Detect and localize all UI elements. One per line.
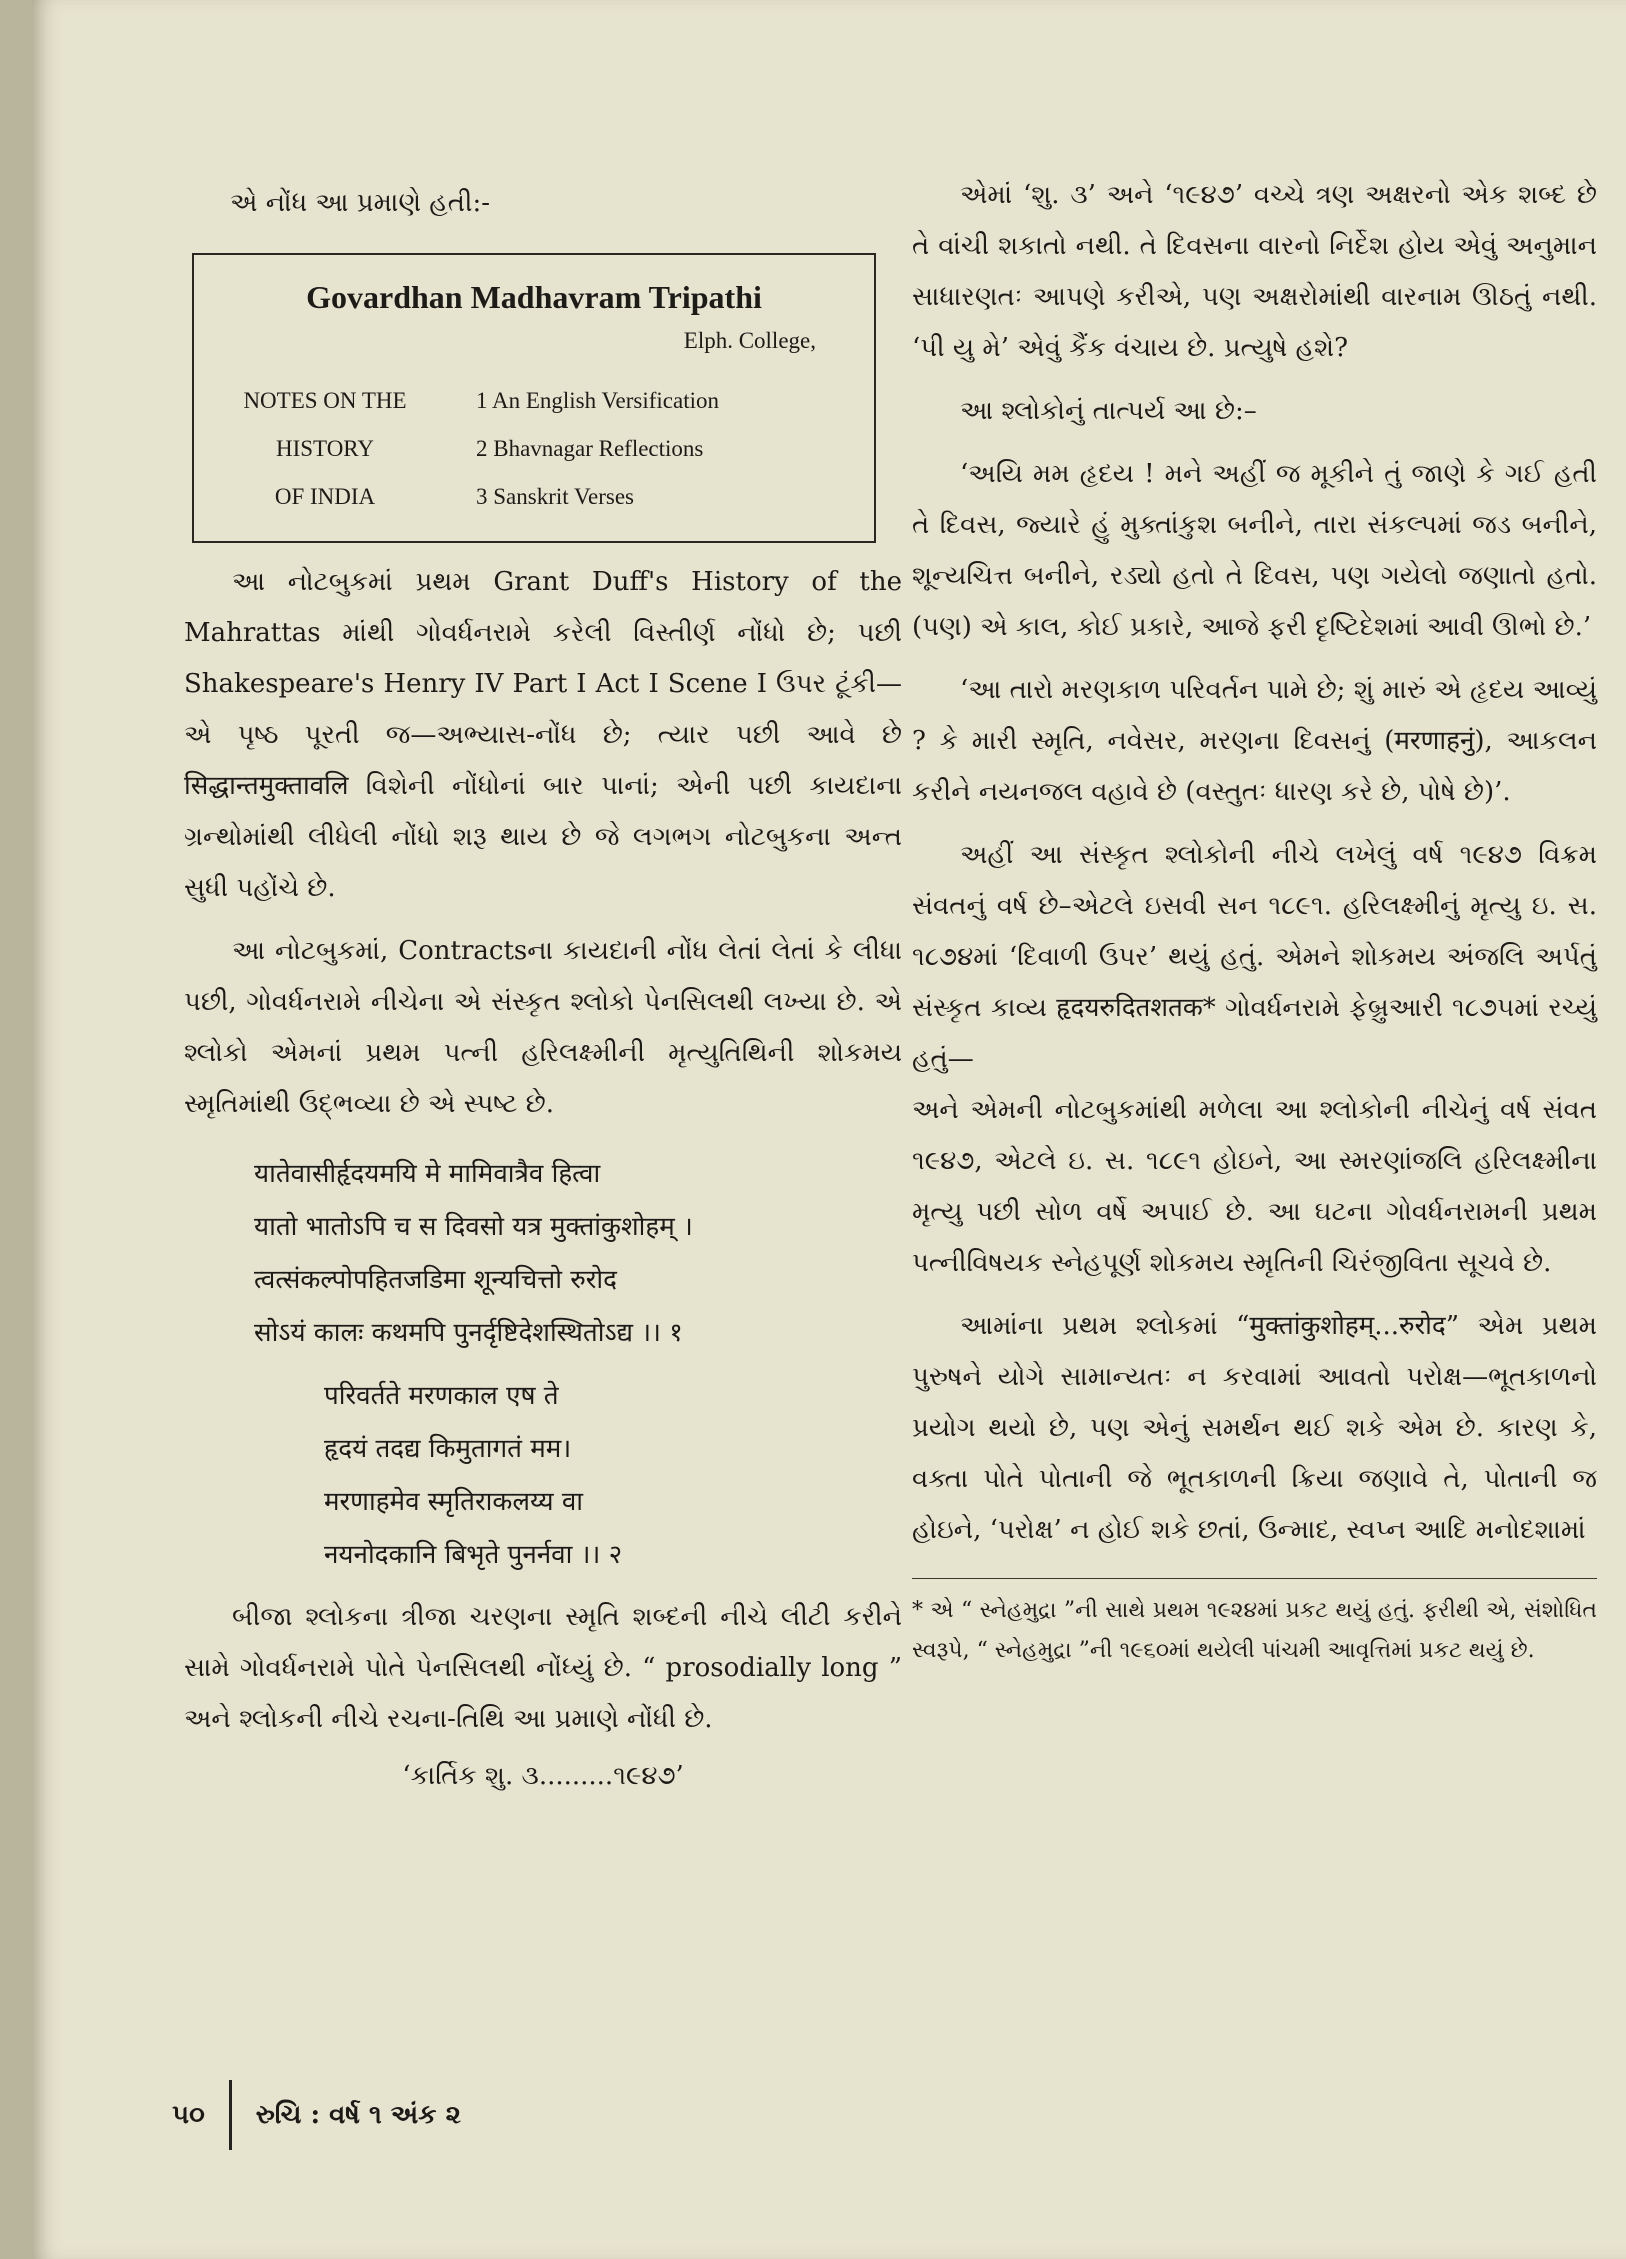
paragraph: આ નોટબુકમાં, Contractsના કાયદાની નોંધ લેતાં લેતાં કે લીધા પછી, ગોવર્ધનરામે નીચેના એ સંસ્કૃત શ્લોકો પેનસિલથી લખ્યા છે. એ શ્લોકો એમનાં પ્રથમ પત્ની હરિલક્ષ્મીની મૃત્યુતિથિની શોકમય સ્મૃતિમાંથી ઉદ્ભવ્યા છે એ સ્પષ્ટ છે.	[184, 936, 902, 1119]
notebook-item: 3 Sanskrit Verses	[476, 484, 635, 509]
sanskrit-verse-2	[324, 1370, 902, 1582]
notebook-item: 2 Bhavnagar Reflections	[476, 436, 704, 461]
footer-divider	[229, 2080, 232, 2150]
page-footer	[172, 2080, 461, 2150]
notebook-items	[456, 377, 874, 521]
paragraph: આમાંના પ્રથમ શ્લોકમાં “मुक्तांकुशोहम्...रुरोद” એમ પ્રથમ પુરુષને યોગે સામાન્યતઃ ન કરવામાં આવતો પરોક્ષ—ભૂતકાળનો પ્રયોગ થયો છે, પણ એનું સમર્થન થઈ શકે એમ છે. કારણ કે, વક્તા પોતે પોતાની જે ભૂતકાળની ક્રિયા જણાવે તે, પોતાની જ હોઇને, ‘પરોક્ષ’ ન હોઈ શકે છતાં, ઉન્માદ, સ્વપ્ન આદિ મનોદશામાં	[912, 1311, 1597, 1545]
intro-line: એ નોંધ આ પ્રમાણે હતી:-	[230, 188, 491, 218]
journal-issue: રુચિ : વર્ષ ૧ અંક ૨	[255, 2099, 461, 2130]
notebook-owner-name: Govardhan Madhavram Tripathi	[306, 279, 762, 315]
notebook-title-line: NOTES ON THE	[243, 388, 407, 413]
paragraph: અને એમની નોટબુકમાંથી મળેલા આ શ્લોકોની નીચેનું વર્ષ સંવત ૧૯૪૭, એટલે ઇ. સ. ૧૮૯૧ હોઇને, આ સ્મરણાંજલિ હરિલક્ષ્મીના મૃત્યુ પછી સોળ વર્ષે અપાઈ છે. આ ઘટના ગોવર્ધનરામની પ્રથમ પત્નીવિષયક સ્નેહપૂર્ણ શોકમય સ્મૃતિની ચિરંજીવિતા સૂચવે છે.	[912, 1095, 1597, 1278]
paragraph: અહીં આ સંસ્કૃત શ્લોકોની નીચે લખેલું વર્ષ ૧૯૪૭ વિક્રમ સંવતનું વર્ષ છે–એટલે ઇસવી સન ૧૮૯૧. હરિલક્ષ્મીનું મૃત્યુ ઇ. સ. ૧૮૭૪માં ‘દિવાળી ઉપર’ થયું હતું. એમને શોકમય અંજલિ અર્પતું સંસ્કૃત કાવ્ય हृदयरुदितशतक* ગોવર્ધનરામે ફેબ્રુઆરી ૧૮૭૫માં રચ્યું હતું—	[912, 840, 1597, 1074]
footnote: * એ “ સ્નેહમુદ્રા ”ની સાથે પ્રથમ ૧૯૨૪માં પ્રકટ થયું હતું. ફરીથી એ, સંશોધિત સ્વરૂપે, “ સ્નેહમુદ્રા ”ની ૧૯૬૦માં થયેલી પાંચમી આવૃત્તિમાં પ્રકટ થયું છે.	[912, 1598, 1597, 1663]
page-number: ૫૦	[172, 2099, 205, 2130]
paragraph: આ નોટબુકમાં પ્રથમ Grant Duff's History of the Mahrattas માંથી ગોવર્ધનરામે કરેલી વિસ્તીર્ણ નોંધો છે; પછી Shakespeare's Henry IV Part I Act I Scene I ઉપર ટૂંકી—એ પૃષ્ઠ પૂરતી જ—અભ્યાસ-નોંધ છે; ત્યાર પછી આવે છે सिद्धान्तमुक्तावलि વિશેની નોંધોનાં બાર પાનાં; એની પછી કાયદાના ગ્રન્થોમાંથી લીધેલી નોંધો શરૂ થાય છે જે લગભગ નોટબુકના અન્ત સુધી પહોંચે છે.	[184, 567, 902, 903]
verse-line: यातेवासीर्हृदयमयि मे मामिवात्रैव हित्वा	[254, 1159, 601, 1189]
notebook-title-line: OF INDIA	[274, 484, 376, 509]
paragraph: એમાં ‘શુ. ૩’ અને ‘૧૯૪૭’ વચ્ચે ત્રણ અક્ષરનો એક શબ્દ છે તે વાંચી શકાતો નથી. તે દિવસના વારનો નિર્દેશ હોય એવું અનુમાન સાધારણતઃ આપણે કરીએ, પણ અક્ષરોમાંથી વારનામ ઊઠતું નથી. ‘પી યુ મે’ એવું કૈંક વંચાય છે. પ્રત્યુષે હશે?	[912, 180, 1597, 363]
verse-line: मरणाहमेव स्मृतिराकलय्य वा	[324, 1487, 584, 1517]
sanskrit-verse-1	[254, 1148, 902, 1360]
notebook-item: 1 An English Versification	[476, 388, 719, 413]
notebook-title-line: HISTORY	[276, 436, 374, 461]
verse-line: त्वत्संकल्पोपहितजडिमा शून्यचित्तो रुरोद	[254, 1265, 617, 1295]
notebook-title	[194, 377, 456, 521]
verse-line: नयनोदकानि बिभृते पुनर्नवा ।। २	[324, 1540, 623, 1570]
paragraph: ‘અયિ મમ હૃદય ! મને અહીં જ મૂકીને તું જાણે કે ગઈ હતી તે દિવસ, જ્યારે હું મુક્તાંકુશ બનીને, તારા સંકલ્પમાં જડ બનીને, શૂન્યચિત્ત બનીને, રડ્યો હતો તે દિવસ, પણ ગયેલો જણાતો હતો. (પણ) એ કાલ, કોઈ પ્રકારે, આજે ફરી દૃષ્ટિદેશમાં આવી ઊભો છે.’	[912, 459, 1597, 642]
footnote-divider	[912, 1578, 1597, 1579]
verse-line: हृदयं तदद्य किमुतागतं मम।	[324, 1434, 572, 1464]
paragraph: ‘આ તારો મરણકાળ પરિવર્તન પામે છે; શું મારું એ હૃદય આવ્યું ? કે મારી સ્મૃતિ, નવેસર, મરણના દિવસનું (मरणाहनुं), આકલન કરીને નયનજલ વહાવે છે (વસ્તુતઃ ધારણ કરે છે, પોષે છે)’.	[912, 675, 1597, 807]
notebook-contents	[194, 377, 874, 521]
verse-line: सोऽयं कालः कथमपि पुनर्दृष्टिदेशस्थितोऽद्य ।। १	[254, 1318, 683, 1348]
verse-line: परिवर्तते मरणकाल एष ते	[324, 1381, 559, 1411]
verse-line: यातो भातोऽपि च स दिवसो यत्र मुक्तांकुशोहम् ।	[254, 1212, 693, 1242]
left-column	[184, 178, 902, 1802]
notebook-college: Elph. College,	[683, 328, 816, 353]
right-column	[912, 170, 1597, 1671]
composition-date: ‘કાર્તિક શુ. ૩.........૧૯૪૭’	[402, 1761, 684, 1791]
document-page	[32, 0, 1626, 2259]
notebook-label-box	[192, 253, 876, 543]
paragraph: આ શ્લોકોનું તાત્પર્ય આ છે:–	[960, 396, 1257, 426]
paragraph: બીજા શ્લોકના ત્રીજા ચરણના સ્મૃતિ શબ્દની નીચે લીટી કરીને સામે ગોવર્ધનરામે પોતે પેનસિલથી નોંધ્યું છે. “ prosodially long ” અને શ્લોકની નીચે રચના-તિથિ આ પ્રમાણે નોંધી છે.	[184, 1602, 902, 1734]
